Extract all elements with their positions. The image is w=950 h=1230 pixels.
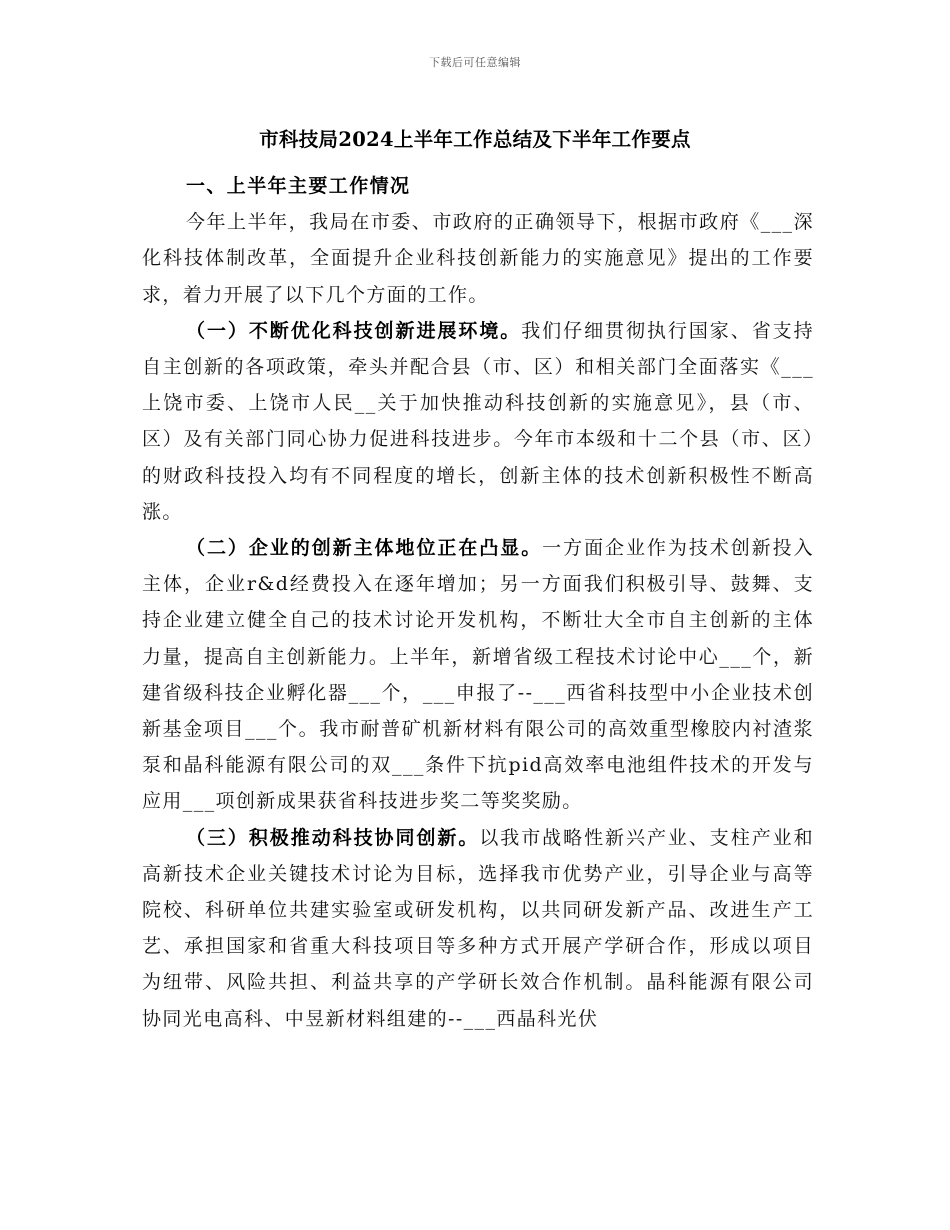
paragraph-environment-text: 我们仔细贯彻执行国家、省支持自主创新的各项政策，牵头并配合县（市、区）和相关部门全面落实《___上饶市委、上饶市人民__关于加快推动科技创新的实施意见》，县（市、区）及有关部门同心协力促进科技进步。今年市本级和十二个县（市、区）的财政科技投入均有不同程度的增长，创新主体的技术创新积极性不断高涨。 [142, 319, 815, 523]
paragraph-intro [142, 204, 814, 313]
document-title: 市科技局2024上半年工作总结及下半年工作要点 [259, 128, 691, 151]
paragraph-environment [142, 313, 814, 530]
paragraph-collaboration-lead: （三）积极推动科技协同创新。 [186, 826, 480, 849]
header-note: 下载后可任意编辑 [429, 56, 521, 69]
paragraph-enterprise-lead: （二）企业的创新主体地位正在凸显。 [186, 537, 543, 560]
section-heading: 一、上半年主要工作情况 [186, 175, 411, 197]
document-body [142, 168, 814, 1037]
paragraph-environment-lead: （一）不断优化科技创新进展环境。 [186, 319, 522, 342]
paragraph-collaboration-text: 以我市战略性新兴产业、支柱产业和高新技术企业关键技术讨论为目标，选择我市优势产业，引导企业与高等院校、科研单位共建实验室或研发机构，以共同研发新产品、改进生产工艺、承担国家和省重大科技项目等多种方式开展产学研合作，形成以项目为纽带、风险共担、利益共享的产学研长效合作机制。晶科能源有限公司协同光电高科、中昱新材料组建的--___西晶科光伏 [142, 826, 814, 1030]
paragraph-collaboration [142, 820, 814, 1037]
paragraph-enterprise-text: 一方面企业作为技术创新投入主体，企业r&d经费投入在逐年增加；另一方面我们积极引导、鼓舞、支持企业建立健全自己的技术讨论开发机构，不断壮大全市自主创新的主体力量，提高自主创新能力。上半年，新增省级工程技术讨论中心___个，新建省级科技企业孵化器___个，___申报了--___西省科技型中小企业技术创新基金项目___个。我市耐普矿机新材料有限公司的高效重型橡胶内衬渣浆泵和晶科能源有限公司的双___条件下抗pid高效率电池组件技术的开发与应用___项创新成果获省科技进步奖二等奖奖励。 [142, 537, 814, 813]
paragraph-enterprise [142, 530, 814, 820]
paragraph-intro-text: 今年上半年，我局在市委、市政府的正确领导下，根据市政府《___深化科技体制改革，全面提升企业科技创新能力的实施意见》提出的工作要求，着力开展了以下几个方面的工作。 [142, 211, 814, 306]
